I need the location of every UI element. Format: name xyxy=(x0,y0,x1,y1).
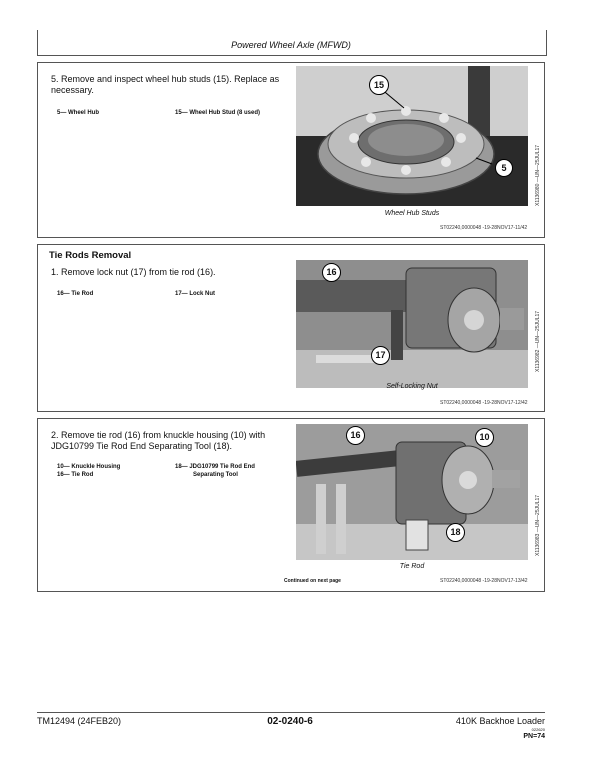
legend-separating-tool: 18— JDG10799 Tie Rod End xyxy=(175,464,255,470)
wheel-hub-photo xyxy=(296,66,528,206)
wheel-hub-illustration xyxy=(296,66,528,206)
footer-page-code: 02-0240-6 xyxy=(267,716,313,727)
caption-wheel-hub-studs: Wheel Hub Studs xyxy=(384,210,440,217)
ref-code-2: ST02240,0000048 -19-28NOV17-12/42 xyxy=(440,400,528,406)
callout-16: 16 xyxy=(322,263,341,282)
step-2-text: 2. Remove tie rod (16) from knuckle housing (10) with JDG10799 Tie Rod End Separating Tool (18). xyxy=(51,430,266,451)
callout-10: 10 xyxy=(475,428,494,447)
footer-rule xyxy=(37,712,545,713)
continued-note: Continued on next page xyxy=(284,578,341,584)
side-id-1: X1136980 —UN—25JUL17 xyxy=(535,144,541,206)
side-id-2: X1136982 —UN—25JUL17 xyxy=(535,310,541,372)
caption-self-locking-nut: Self-Locking Nut xyxy=(386,383,438,390)
side-id-3: X1136983 —UN—25JUL17 xyxy=(535,494,541,556)
legend-tie-rod-2: 16— Tie Rod xyxy=(57,472,94,478)
legend-wheel-hub: 5— Wheel Hub xyxy=(57,110,100,116)
step-1-text: 1. Remove lock nut (17) from tie rod (16). xyxy=(51,267,216,277)
footer-page-number: PN=74 xyxy=(523,733,545,740)
callout-17: 17 xyxy=(371,346,390,365)
step-5-text: 5. Remove and inspect wheel hub studs (15). Replace as necessary. xyxy=(51,74,280,95)
callout-18: 18 xyxy=(446,523,465,542)
page-header-title: Powered Wheel Axle (MFWD) xyxy=(231,40,351,50)
callout-5: 5 xyxy=(495,159,513,177)
section-title-tie-rods-removal: Tie Rods Removal xyxy=(49,250,132,261)
footer-model: 410K Backhoe Loader xyxy=(455,716,545,726)
ref-code-1: ST02240,0000048 -19-28NOV17-11/42 xyxy=(440,225,528,231)
tie-rod-separator-illustration xyxy=(296,424,528,560)
legend-wheel-hub-stud: 15— Wheel Hub Stud (8 used) xyxy=(175,110,261,116)
ref-code-3: ST02240,0000048 -19-28NOV17-13/42 xyxy=(440,578,528,584)
legend-lock-nut: 17— Lock Nut xyxy=(175,291,216,297)
footer-small-code: 022620 xyxy=(531,727,545,732)
callout-16-section3: 16 xyxy=(346,426,365,445)
callout-15: 15 xyxy=(369,75,389,95)
legend-knuckle-housing: 10— Knuckle Housing xyxy=(57,464,121,470)
caption-tie-rod: Tie Rod xyxy=(399,563,425,570)
footer-manual-id: TM12494 (24FEB20) xyxy=(37,716,122,726)
legend-separating-tool-2: Separating Tool xyxy=(193,472,238,478)
tie-rod-separator-photo xyxy=(296,424,528,560)
legend-tie-rod: 16— Tie Rod xyxy=(57,291,94,297)
